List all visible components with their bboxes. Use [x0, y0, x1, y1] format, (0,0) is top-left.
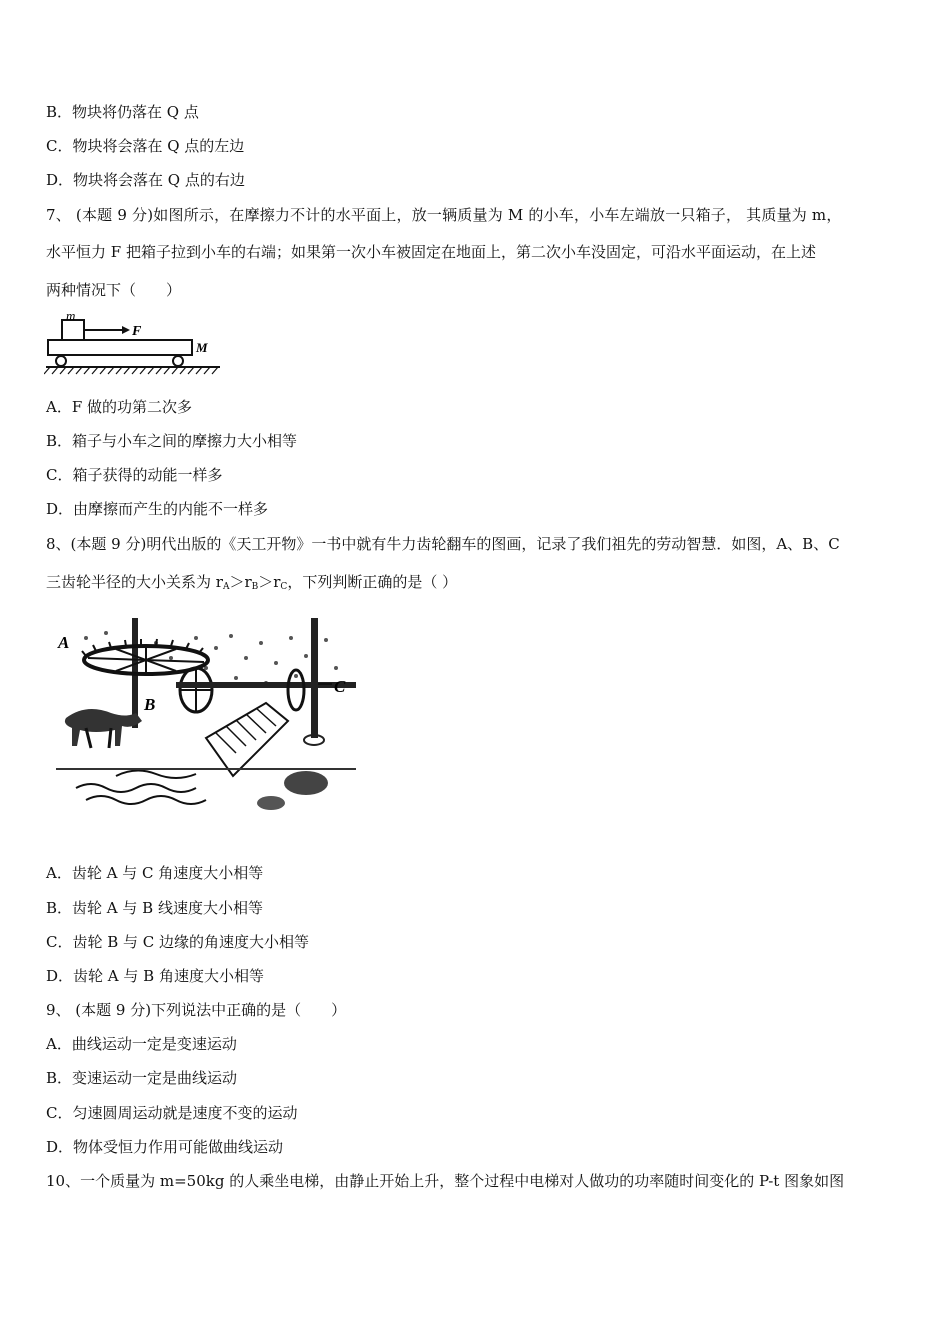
q9-stem: 9、 (本题 9 分)下列说法中正确的是（ ） — [46, 1001, 347, 1019]
q10-stem: 10、一个质量为 m=50kg 的人乘坐电梯，由静止开始上升，整个过程中电梯对人做功的功率随时间变化的 P-t 图象如图 — [46, 1172, 845, 1190]
sub-c: C — [280, 582, 288, 592]
box-m — [62, 320, 84, 340]
post-right — [311, 618, 318, 738]
q7-option-c: C．箱子获得的动能一样多 — [46, 466, 223, 484]
q9-option-d: D．物体受恒力作用可能做曲线运动 — [46, 1138, 284, 1156]
q8-stem-line-1: 8、(本题 9 分)明代出版的《天工开物》一书中就有牛力齿轮翻车的图画，记录了我们祖先的劳动智慧．如图，A、B、C — [46, 535, 840, 553]
sub-b: B — [251, 582, 259, 592]
q7-option-b: B．箱子与小车之间的摩擦力大小相等 — [46, 432, 298, 450]
q9-option-c: C．匀速圆周运动就是速度不变的运动 — [46, 1104, 298, 1122]
cart-label: M — [196, 340, 208, 355]
wheel-right — [173, 356, 183, 366]
q8-line2-prefix: 三齿轮半径的大小关系为 r — [46, 573, 223, 591]
label-c: C — [334, 677, 346, 696]
q8-option-b: B．齿轮 A 与 B 线速度大小相等 — [46, 899, 263, 917]
force-label: F — [132, 324, 142, 339]
wheel-left — [56, 356, 66, 366]
q8-option-d: D．齿轮 A 与 B 角速度大小相等 — [46, 967, 264, 985]
q7-stem-line-3: 两种情况下（ ） — [46, 281, 182, 299]
q7-cart-figure — [44, 308, 224, 378]
prev-option-b: B．物块将仍落在 Q 点 — [46, 103, 199, 121]
q7-option-a: A．F 做的功第二次多 — [46, 398, 193, 416]
q9-option-b: B．变速运动一定是曲线运动 — [46, 1069, 238, 1087]
q8-line2-suffix: ，下列判断正确的是（ ） — [287, 573, 458, 591]
q8-option-c: C．齿轮 B 与 C 边缘的角速度大小相等 — [46, 933, 310, 951]
q8-stem-line-2 — [46, 572, 457, 597]
q8-gear-illustration — [56, 618, 356, 818]
ox — [65, 709, 142, 746]
rock — [284, 771, 328, 795]
q7-stem-line-1: 7、 (本题 9 分)如图所示，在摩擦力不计的水平面上，放一辆质量为 M 的小车，小车左端放一只箱子， 其质量为 m， — [46, 206, 842, 224]
label-a: A — [58, 633, 70, 652]
prev-option-c: C．物块将会落在 Q 点的左边 — [46, 137, 245, 155]
q9-option-a: A．曲线运动一定是变速运动 — [46, 1035, 237, 1053]
q7-stem-line-2: 水平恒力 F 把箱子拉到小车的右端；如果第一次小车被固定在地面上，第二次小车没固定，可沿水平面运动，在上述 — [46, 243, 816, 261]
sub-a: A — [222, 582, 230, 592]
q7-option-d: D．由摩擦而产生的内能不一样多 — [46, 500, 269, 518]
q8-gt1: ＞r — [229, 573, 252, 591]
prev-option-d: D．物块将会落在 Q 点的右边 — [46, 171, 245, 189]
cart-plate — [48, 340, 192, 355]
label-b: B — [144, 695, 156, 714]
box-label: m — [66, 308, 76, 323]
q8-gt2: ＞r — [258, 573, 281, 591]
q8-option-a: A．齿轮 A 与 C 角速度大小相等 — [46, 864, 264, 882]
